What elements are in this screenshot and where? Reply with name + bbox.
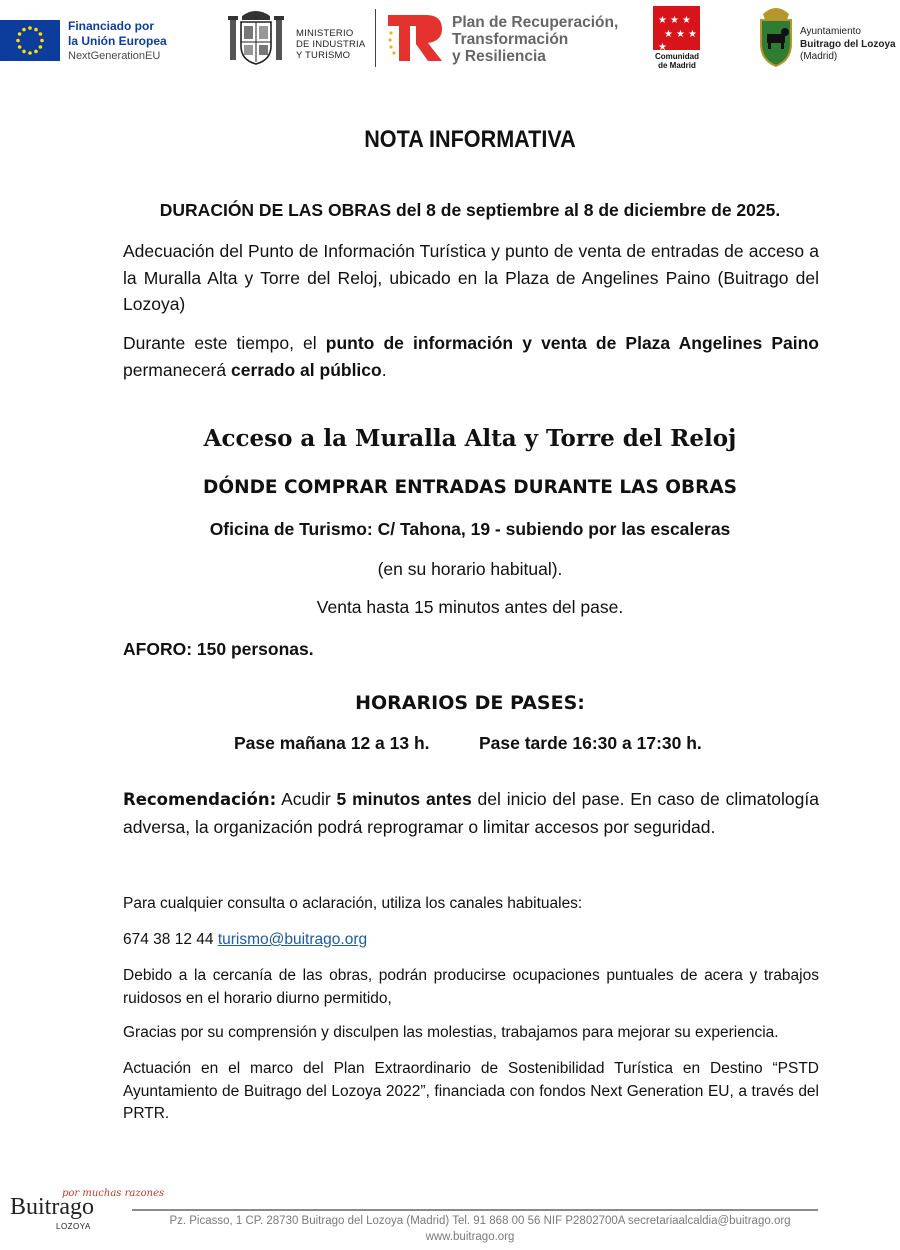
horarios-heading: HORARIOS DE PASES: [355, 692, 585, 714]
svg-text:★: ★ [688, 29, 697, 40]
cercania-paragraph: Debido a la cercanía de las obras, podrán producirse ocupaciones puntuales de acera y trabajos ruidosos en el horario diurno permitido, [123, 967, 819, 1007]
donde-comprar-heading: DÓNDE COMPRAR ENTRADAS DURANTE LAS OBRAS [203, 477, 737, 498]
eu-flag-icon [0, 20, 60, 61]
consulta-text: Para cualquier consulta o aclaración, utiliza los canales habituales: [123, 895, 583, 912]
svg-text:★: ★ [658, 15, 667, 26]
durante-paragraph: Durante este tiempo, el punto de información y venta de Plaza Angelines Paino permanecerá cerrado al público. [123, 333, 819, 380]
svg-text:★: ★ [676, 29, 685, 40]
comunidad-madrid-text: Comunidad de Madrid [655, 52, 699, 70]
adecuacion-paragraph: Adecuación del Punto de Información Turística y punto de venta de entradas de acceso a la Muralla Alta y Torre del Reloj, ubicado en la Plaza de Angelines Paino (Buitrago del Lozoya) [123, 241, 819, 314]
svg-text:★: ★ [664, 29, 673, 40]
contact-line [123, 929, 819, 952]
phone-number: 674 38 12 44 [123, 931, 214, 948]
footer-address: Pz. Picasso, 1 CP. 28730 Buitrago del Lozoya (Madrid) Tel. 91 868 00 56 NIF P2802700A secretariaalcaldia@buitrago.org [169, 1215, 791, 1227]
recovery-plan-text: Plan de Recuperación, Transformación y Resiliencia [452, 14, 619, 65]
footer-website-link[interactable]: www.buitrago.org [425, 1231, 515, 1243]
actuacion-paragraph: Actuación en el marco del Plan Extraordinario de Sostenibilidad Turística en Destino “PSTD Ayuntamiento de Buitrago del Lozoya 2022”, financiada con fondos Next Generation EU, a través del PRTR. [123, 1060, 819, 1122]
svg-text:★: ★ [682, 15, 691, 26]
header-divider [375, 9, 376, 67]
ministry-text: MINISTERIO DE INDUSTRIA Y TURISMO [296, 28, 366, 61]
pase-tarde: Pase tarde 16:30 a 17:30 h. [479, 733, 702, 753]
eu-funding-text: Financiado por la Unión Europea NextGenerationEU [68, 19, 167, 62]
acceso-heading: Acceso a la Muralla Alta y Torre del Reloj [203, 425, 737, 452]
recomendacion-paragraph: Recomendación: Acudir 5 minutos antes del inicio del pase. En caso de climatología adversa, la organización podrá reprogramar o limitar accesos por seguridad. [123, 789, 819, 837]
obras-duration: DURACIÓN DE LAS OBRAS del 8 de septiembre al 8 de diciembre de 2025. [159, 200, 781, 220]
oficina-turismo: Oficina de Turismo: C/ Tahona, 19 - subiendo por las escaleras [209, 519, 731, 539]
ayuntamiento-text: Ayuntamiento Buitrago del Lozoya (Madrid) [800, 26, 896, 62]
svg-text:★: ★ [658, 42, 667, 50]
comunidad-madrid-flag-icon [653, 6, 700, 50]
svg-text:★: ★ [670, 15, 679, 26]
recovery-plan-logo-icon [386, 13, 444, 63]
page-title: NOTA INFORMATIVA [364, 126, 576, 153]
spain-coat-of-arms-icon [226, 6, 286, 68]
footer-divider [132, 1209, 818, 1211]
pase-manana: Pase mañana 12 a 13 h. [234, 733, 430, 753]
venta-note: Venta hasta 15 minutos antes del pase. [316, 597, 624, 617]
gracias-paragraph: Gracias por su comprensión y disculpen las molestias, trabajamos para mejorar su experiencia. [123, 1024, 779, 1041]
horario-habitual: (en su horario habitual). [377, 559, 563, 579]
email-link[interactable]: turismo@buitrago.org [217, 931, 368, 948]
aforo: AFORO: 150 personas. [123, 639, 314, 659]
buitrago-crest-icon [755, 4, 797, 68]
